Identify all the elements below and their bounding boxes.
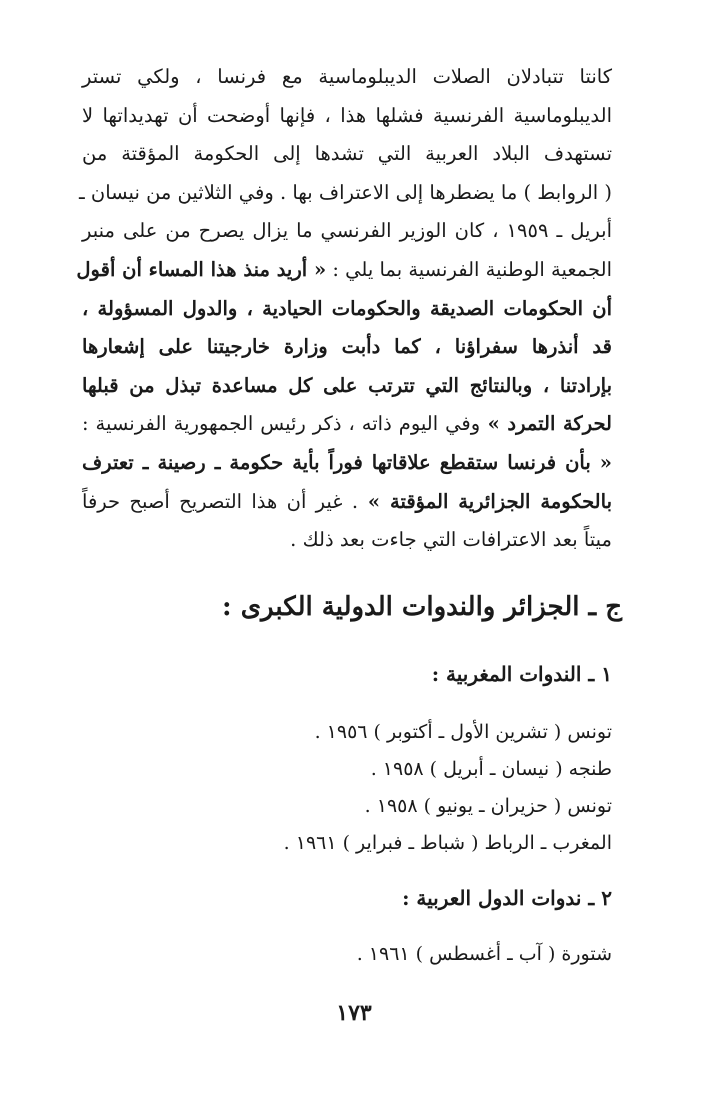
quote-line: « بأن فرنسا ستقطع علاقاتها فوراً بأية حكومة ـ رصينة ـ تعترف bbox=[82, 450, 612, 474]
arab-states-conferences-list bbox=[357, 936, 612, 973]
list-item: طنجه ( نيسان ـ أبريل ) ١٩٥٨ . bbox=[370, 758, 612, 780]
body-text-segment: الجمعية الوطنية الفرنسية بما يلي : bbox=[326, 257, 612, 281]
body-text-segment: وفي اليوم ذاته ، ذكر رئيس الجمهورية الفرنسية : bbox=[82, 412, 481, 436]
quote-text: لحركة التمرد » bbox=[480, 412, 612, 436]
maghreb-conferences-list bbox=[284, 714, 612, 862]
body-line bbox=[82, 483, 612, 522]
body-line: ( الروابط ) ما يضطرها إلى الاعتراف بها . وفي الثلاثين من نيسان ـ bbox=[78, 180, 612, 204]
body-line: تستهدف البلاد العربية التي تشدها إلى الحكومة المؤقتة من bbox=[82, 142, 612, 166]
body-paragraph bbox=[76, 58, 612, 560]
body-text-segment: . غير أن هذا التصريح أصبح حرفاً bbox=[82, 489, 359, 513]
body-line bbox=[76, 251, 612, 290]
maghreb-conferences-heading: ١ ـ الندوات المغربية : bbox=[431, 662, 612, 686]
body-line bbox=[82, 405, 612, 444]
quote-line: قد أنذرها سفراؤنا ، كما دأبت وزارة خارجيتنا على إشعارها bbox=[82, 335, 612, 359]
page-number: ١٧٣ bbox=[336, 1000, 372, 1026]
list-item: تونس ( تشرين الأول ـ أكتوبر ) ١٩٥٦ . bbox=[314, 721, 612, 743]
body-line: ميتاً بعد الاعترافات التي جاءت بعد ذلك . bbox=[290, 528, 612, 552]
quote-line: أن الحكومات الصديقة والحكومات الحيادية ، والدول المسؤولة ، bbox=[82, 296, 612, 320]
body-line: كانتا تتبادلان الصلات الديبلوماسية مع فرنسا ، ولكي تستر bbox=[82, 65, 612, 88]
quote-line: بإرادتنا ، وبالنتائج التي تترتب على كل مساعدة تبذل من قبلها bbox=[82, 373, 612, 397]
list-item: تونس ( حزيران ـ يونيو ) ١٩٥٨ . bbox=[364, 795, 612, 817]
section-heading: ج ـ الجزائر والندوات الدولية الكبرى : bbox=[222, 592, 622, 622]
body-line: أبريل ـ ١٩٥٩ ، كان الوزير الفرنسي ما يزال يصرح من على منبر bbox=[82, 219, 612, 243]
body-line: الديبلوماسية الفرنسية فشلها هذا ، فإنها أوضحت أن تهديداتها لا bbox=[82, 103, 612, 127]
quote-text: بالحكومة الجزائرية المؤقتة » bbox=[358, 489, 612, 513]
arab-states-conferences-heading: ٢ ـ ندوات الدول العربية : bbox=[402, 886, 612, 910]
list-item: المغرب ـ الرباط ( شباط ـ فبراير ) ١٩٦١ . bbox=[283, 832, 612, 854]
quote-text: « أريد منذ هذا المساء أن أقول bbox=[76, 257, 327, 281]
list-item: شتورة ( آب ـ أغسطس ) ١٩٦١ . bbox=[356, 943, 612, 965]
